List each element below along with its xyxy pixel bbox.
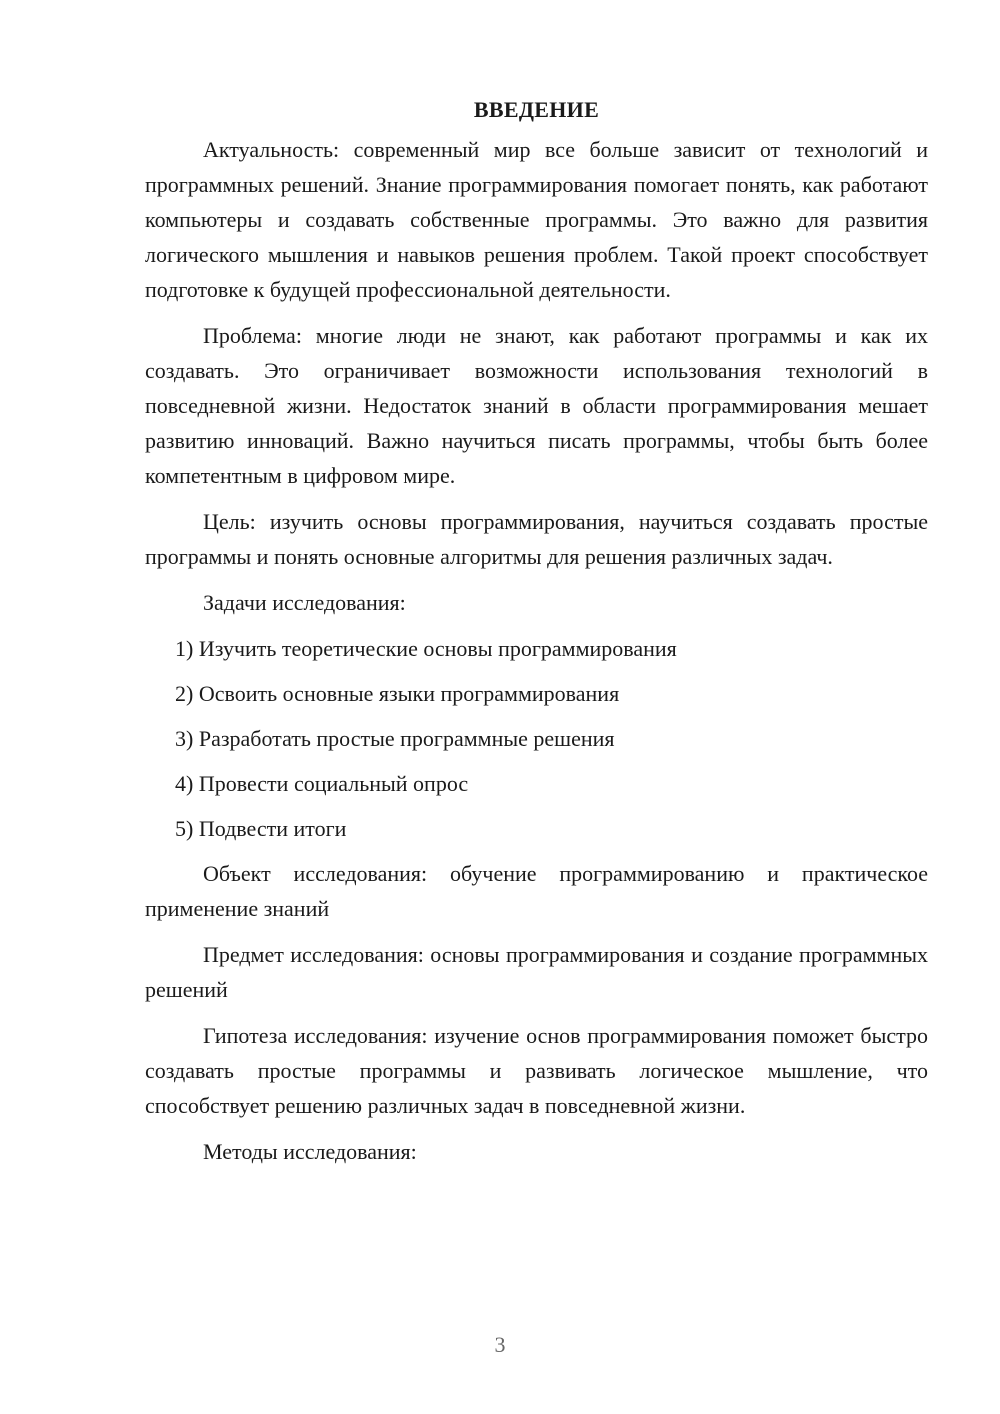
list-item-text: Подвести итоги: [198, 816, 347, 841]
list-item-text: Провести социальный опрос: [198, 771, 469, 796]
paragraph-object: Объект исследования: обучение программированию и практическое применение знаний: [145, 861, 928, 921]
list-item: [145, 721, 928, 756]
list-item: [145, 631, 928, 666]
list-item-text: Освоить основные языки программирования: [198, 681, 620, 706]
document-page: [145, 92, 928, 1180]
paragraph-goal: Цель: изучить основы программирования, научиться создавать простые программы и понять основные алгоритмы для решения различных задач.: [145, 509, 928, 569]
list-item-number: 2): [175, 681, 194, 706]
list-item-number: 5): [175, 816, 194, 841]
page-title: ВВЕДЕНИЕ: [473, 97, 600, 122]
list-item-number: 3): [175, 726, 194, 751]
paragraph-problem: Проблема: многие люди не знают, как работают программы и как их создавать. Это ограничивает возможности использования технологий в повседневной жизни. Недостаток знаний в области программирования мешает развитию инноваций. Важно научиться писать программы, чтобы быть более компетентным в цифровом мире.: [145, 323, 928, 488]
list-item: [145, 766, 928, 801]
task-list: [145, 631, 928, 846]
list-item: [145, 811, 928, 846]
list-item-text: Разработать простые программные решения: [198, 726, 615, 751]
paragraph-subject: Предмет исследования: основы программирования и создание программных решений: [145, 942, 928, 1002]
paragraph-relevance: Актуальность: современный мир все больше зависит от технологий и программных решений. Знание программирования помогает понять, как работают компьютеры и создавать собственные программы. Это важно для развития логического мышления и навыков решения проблем. Такой проект способствует подготовке к будущей профессиональной деятельности.: [145, 137, 928, 302]
page-number: 3: [494, 1332, 506, 1357]
list-item-text: Изучить теоретические основы программирования: [198, 636, 677, 661]
tasks-heading: Задачи исследования:: [203, 590, 406, 615]
list-item: [145, 676, 928, 711]
list-item-number: 4): [175, 771, 194, 796]
list-item-number: 1): [175, 636, 194, 661]
paragraph-hypothesis: Гипотеза исследования: изучение основ программирования поможет быстро создавать простые программы и развивать логическое мышление, что способствует решению различных задач в повседневной жизни.: [145, 1023, 928, 1118]
methods-heading: Методы исследования:: [203, 1139, 417, 1164]
